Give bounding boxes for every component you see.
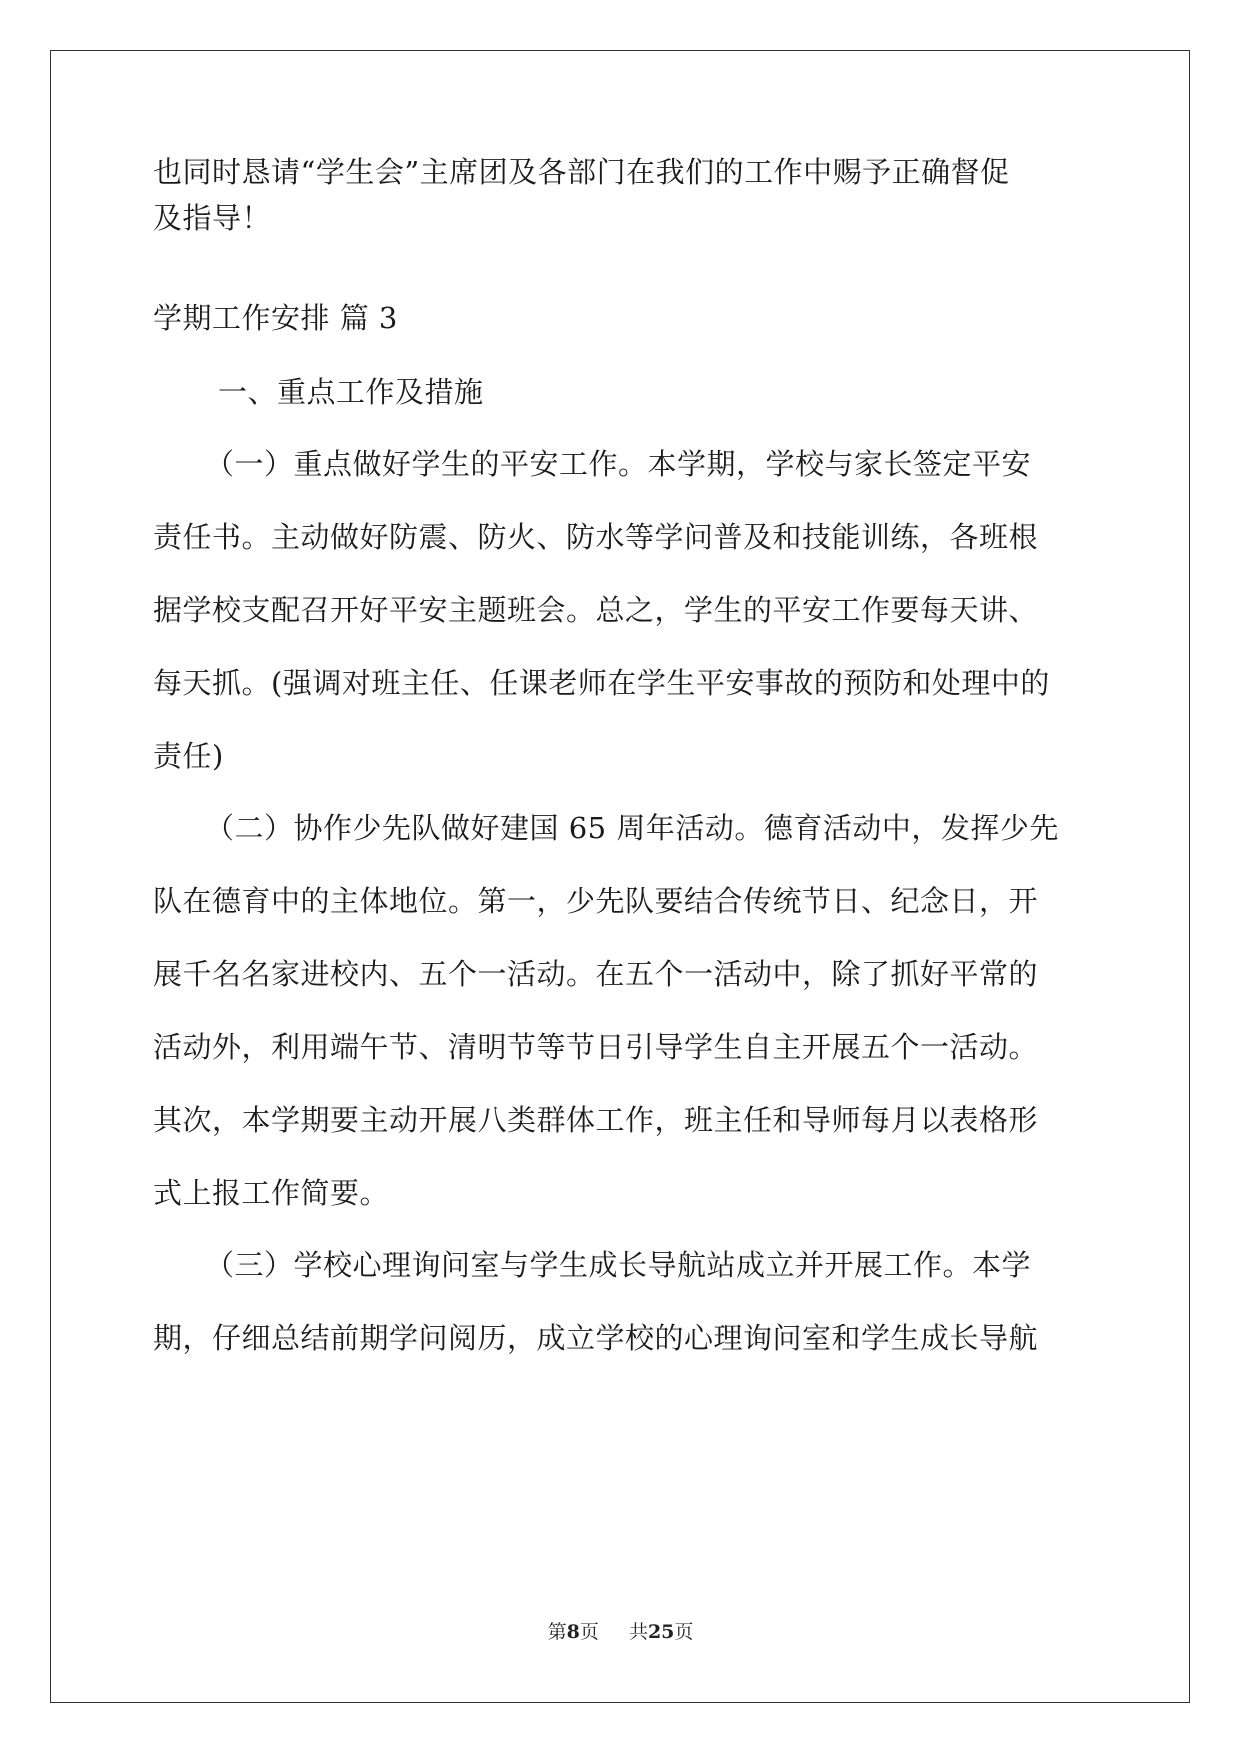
page-label-prefix: 第 bbox=[547, 1621, 567, 1643]
total-pages: 25 bbox=[647, 1621, 675, 1643]
total-label-prefix: 共 bbox=[628, 1621, 648, 1643]
text-line: 每天抓。(强调对班主任、任课老师在学生平安事故的预防和处理中的 bbox=[153, 666, 1050, 700]
text-line: 队在德育中的主体地位。第一，少先队要结合传统节日、纪念日，开 bbox=[153, 884, 1039, 918]
text-line: 责任) bbox=[153, 739, 224, 773]
text-line: 及指导！ bbox=[153, 201, 272, 235]
subsection-heading: 一、重点工作及措施 bbox=[218, 375, 484, 409]
page-footer bbox=[0, 1620, 1241, 1644]
text-line: 责任书。主动做好防震、防火、防水等学问普及和技能训练，各班根 bbox=[153, 520, 1039, 554]
text-line: 期，仔细总结前期学问阅历，成立学校的心理询问室和学生成长导航 bbox=[153, 1321, 1039, 1355]
page-number: 8 bbox=[566, 1621, 580, 1643]
page-label-suffix: 页 bbox=[579, 1621, 599, 1643]
page-border bbox=[50, 50, 1190, 1703]
text-line: （三）学校心理询问室与学生成长导航站成立并开展工作。本学 bbox=[205, 1248, 1032, 1282]
text-line: 据学校支配召开好平安主题班会。总之，学生的平安工作要每天讲、 bbox=[153, 593, 1039, 627]
text-line: （一）重点做好学生的平安工作。本学期，学校与家长签定平安 bbox=[205, 447, 1032, 481]
text-line: 式上报工作简要。 bbox=[153, 1176, 390, 1210]
text-line: （二）协作少先队做好建国 65 周年活动。德育活动中，发挥少先 bbox=[205, 811, 1059, 845]
text-line: 其次，本学期要主动开展八类群体工作，班主任和导师每月以表格形 bbox=[153, 1103, 1039, 1137]
text-line: 活动外，利用端午节、清明节等节日引导学生自主开展五个一活动。 bbox=[153, 1030, 1039, 1064]
text-line: 展千名名家进校内、五个一活动。在五个一活动中，除了抓好平常的 bbox=[153, 957, 1039, 991]
section-heading: 学期工作安排 篇 3 bbox=[153, 301, 398, 335]
total-label-suffix: 页 bbox=[674, 1621, 694, 1643]
text-line: 也同时恳请“学生会”主席团及各部门在我们的工作中赐予正确督促 bbox=[153, 155, 1010, 189]
